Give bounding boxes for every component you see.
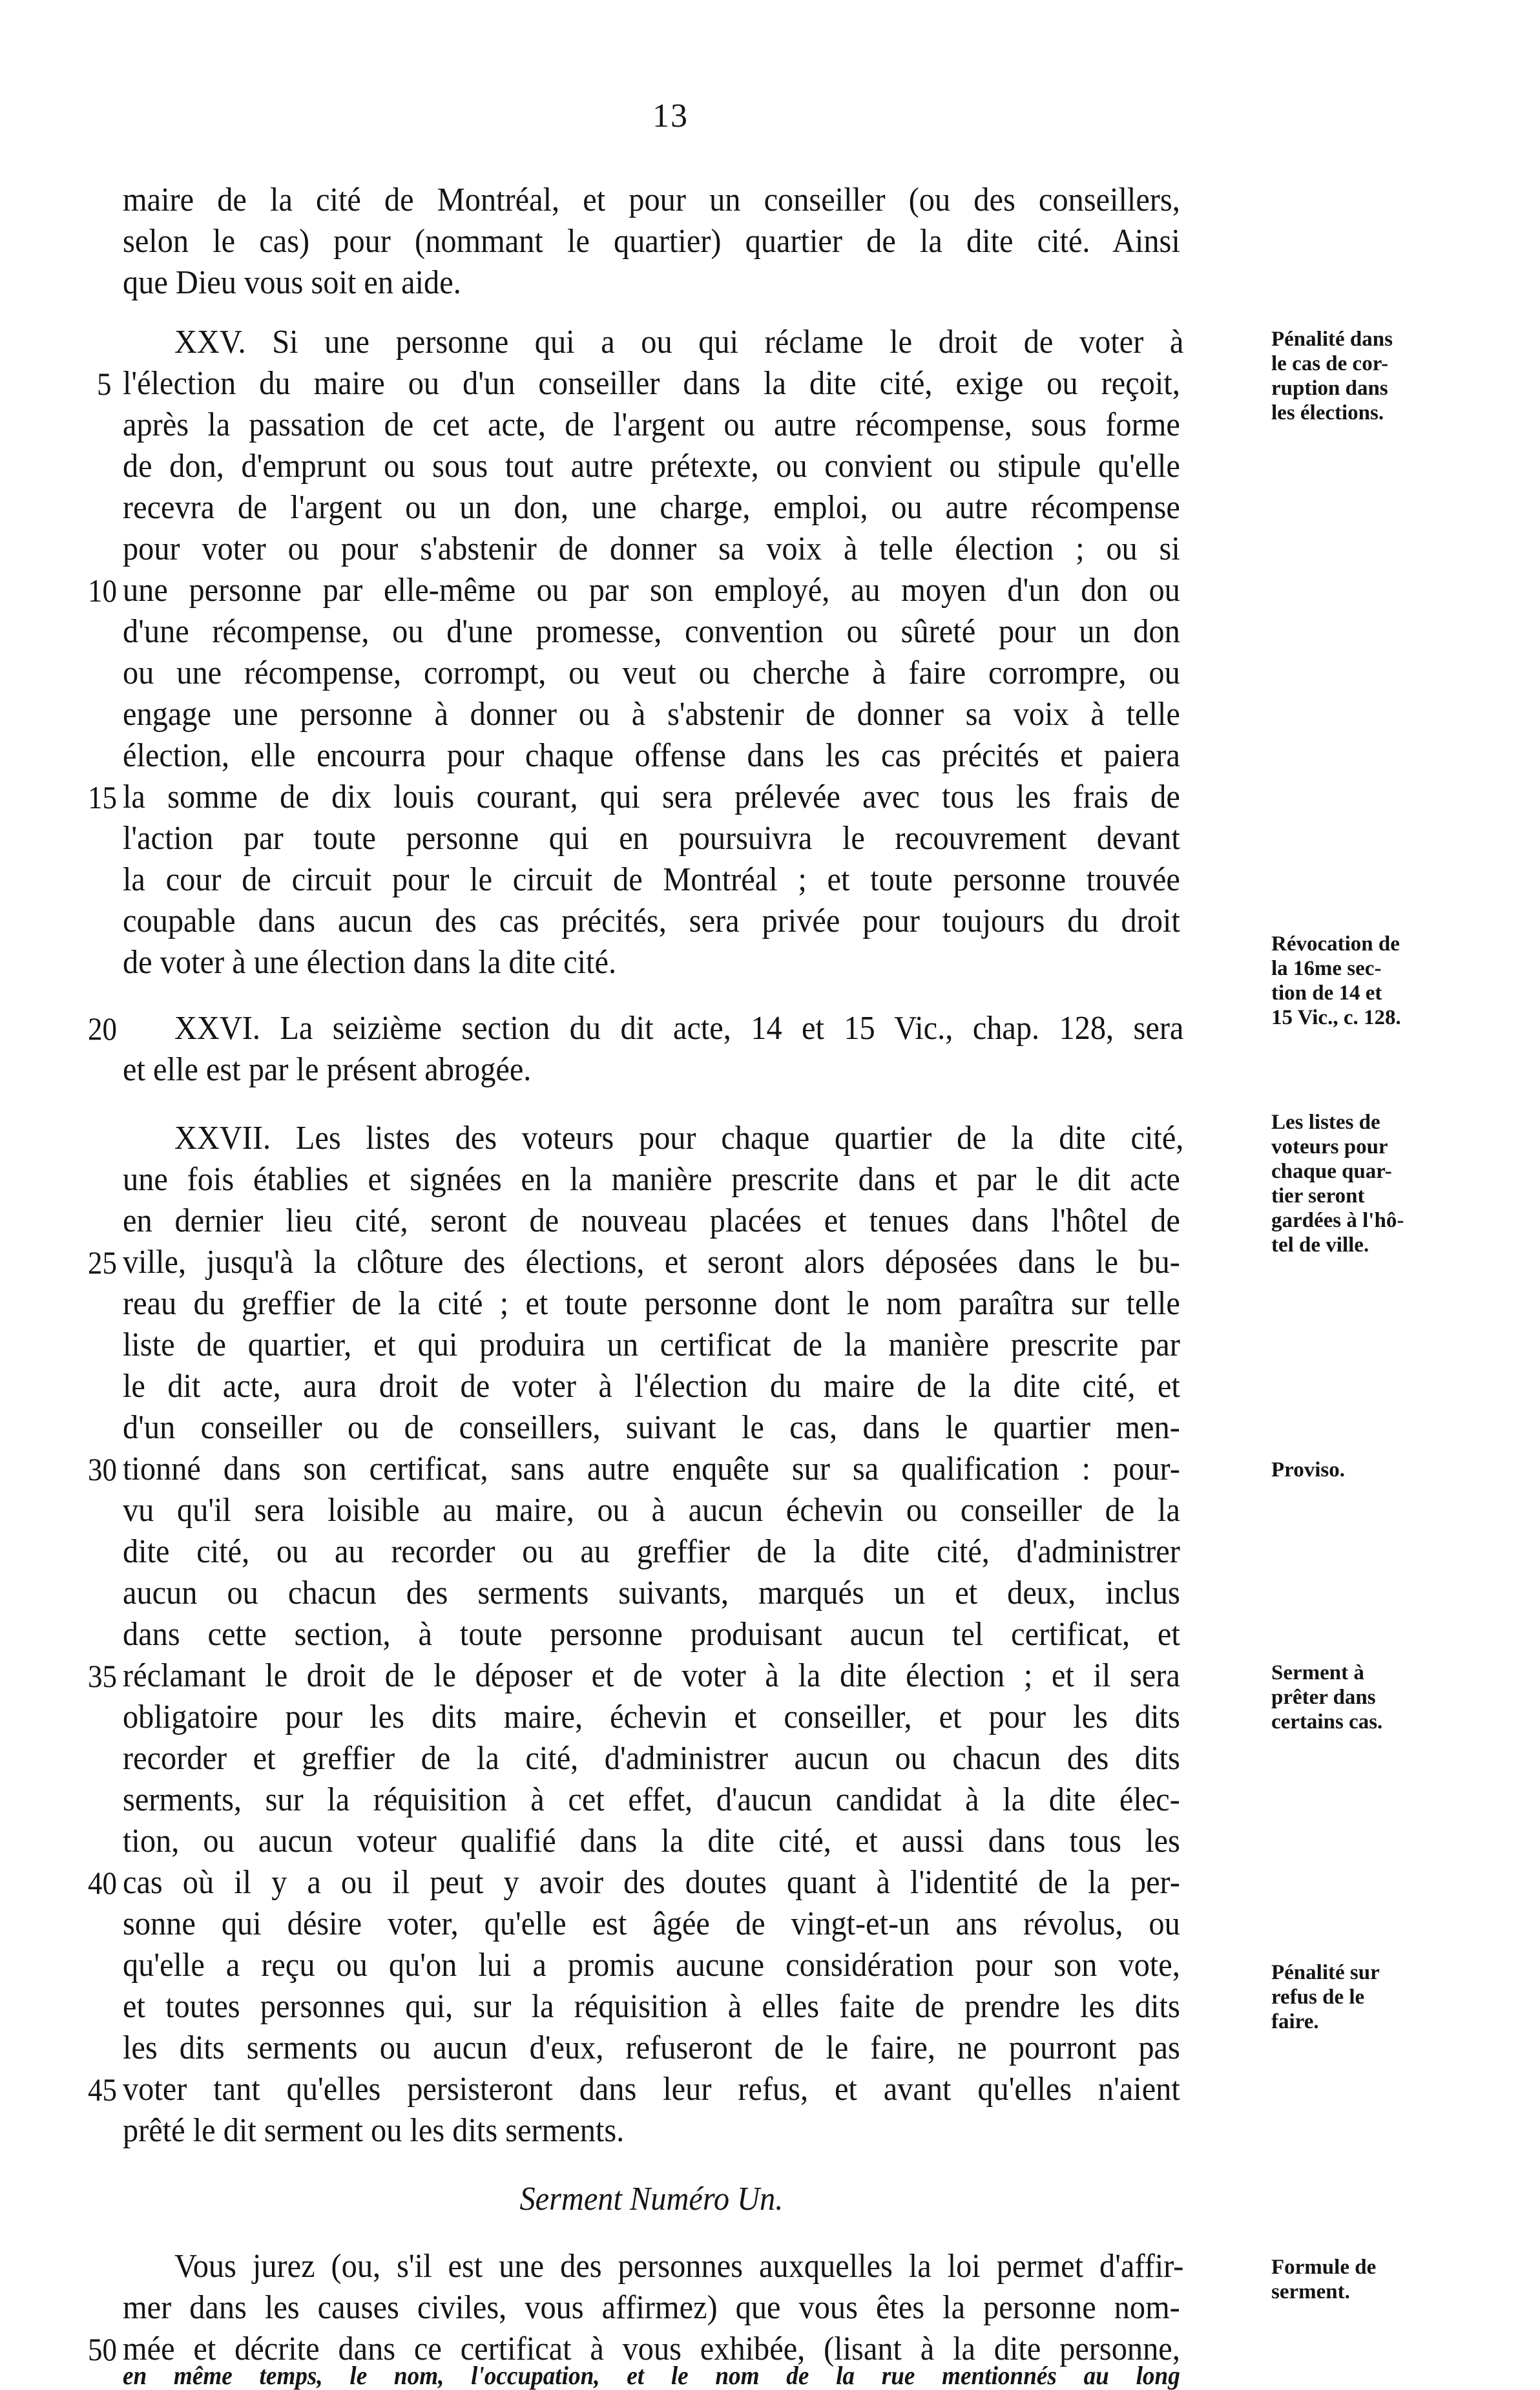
text-line: mer dans les causes civiles, vous affirmez) que vous êtes la personne nom- — [123, 2289, 1180, 2326]
text-line: de voter à une élection dans la dite cité. — [123, 944, 617, 981]
text-line: selon le cas) pour (nommant le quartier) quartier de la dite cité. Ainsi — [123, 223, 1180, 260]
text-line: en même temps, le nom, l'occupation, et le nom de la rue mentionnés au long — [123, 2361, 1180, 2390]
text-line: l'élection du maire ou d'un conseiller dans la dite cité, exige ou reçoit, — [123, 365, 1180, 402]
text-line: réclamant le droit de le déposer et de voter à la dite élection ; et il sera — [123, 1657, 1180, 1694]
margin-note: Les listes de voteurs pour chaque quar- tier seront gardées à l'hô- tel de ville. — [1271, 1111, 1404, 1257]
text-line: ville, jusqu'à la clôture des élections, et seront alors déposées dans le bu- — [123, 1244, 1180, 1281]
text-line: aucun ou chacun des serments suivants, marqués un et deux, inclus — [123, 1575, 1180, 1611]
page-number: 13 — [652, 98, 689, 134]
margin-note: Formule de serment. — [1271, 2256, 1377, 2303]
text-line: et elle est par le présent abrogée. — [123, 1051, 532, 1088]
text-line: d'une récompense, ou d'une promesse, convention ou sûreté pour un don — [123, 613, 1180, 650]
line-number: 30 — [88, 1451, 117, 1487]
text-line: tion, ou aucun voteur qualifié dans la dite cité, et aussi dans tous les — [123, 1823, 1180, 1860]
text-line: élection, elle encourra pour chaque offense dans les cas précités et paiera — [123, 737, 1180, 774]
text-line: liste de quartier, et qui produira un certificat de la manière prescrite par — [123, 1326, 1180, 1363]
text-line: une personne par elle-même ou par son employé, au moyen d'un don ou — [123, 572, 1180, 609]
line-number: 15 — [88, 779, 117, 815]
text-line: de don, d'emprunt ou sous tout autre prétexte, ou convient ou stipule qu'elle — [123, 448, 1180, 485]
text-line: engage une personne à donner ou à s'abstenir de donner sa voix à telle — [123, 696, 1180, 733]
line-number: 20 — [88, 1011, 117, 1047]
text-line: voter tant qu'elles persisteront dans leur refus, et avant qu'elles n'aient — [123, 2071, 1180, 2108]
text-line: et toutes personnes qui, sur la réquisition à elles faite de prendre les dits — [123, 1988, 1180, 2025]
text-line: tionné dans son certificat, sans autre enquête sur sa qualification : pour- — [123, 1451, 1180, 1487]
text-line: mée et décrite dans ce certificat à vous exhibée, (lisant à la dite personne, — [123, 2331, 1180, 2367]
text-line: la cour de circuit pour le circuit de Montréal ; et toute personne trouvée — [123, 861, 1180, 898]
oath-heading: Serment Numéro Un. — [519, 2181, 784, 2217]
section-heading-line: XXV. Si une personne qui a ou qui réclame le droit de voter à — [174, 324, 1184, 361]
text-line: d'un conseiller ou de conseillers, suivant le cas, dans le quartier men- — [123, 1409, 1180, 1446]
text-line: prêté le dit serment ou les dits serments. — [123, 2112, 625, 2149]
margin-note: Pénalité dans le cas de cor- ruption dans les élections. — [1271, 328, 1393, 425]
line-number: 50 — [88, 2331, 117, 2367]
line-number: 5 — [97, 366, 112, 402]
text-line: une fois établies et signées en la manière prescrite dans et par le dit acte — [123, 1161, 1180, 1198]
margin-note: Proviso. — [1271, 1458, 1345, 1482]
text-line: le dit acte, aura droit de voter à l'élection du maire de la dite cité, et — [123, 1368, 1180, 1405]
text-line: Vous jurez (ou, s'il est une des personnes auxquelles la loi permet d'affir- — [174, 2248, 1184, 2285]
text-line: cas où il y a ou il peut y avoir des doutes quant à l'identité de la per- — [123, 1864, 1180, 1901]
text-line: reau du greffier de la cité ; et toute personne dont le nom paraîtra sur telle — [123, 1285, 1180, 1322]
margin-note: Serment à prêter dans certains cas. — [1271, 1661, 1383, 1734]
margin-note: Pénalité sur refus de le faire. — [1271, 1961, 1380, 2033]
text-line: ou une récompense, corrompt, ou veut ou cherche à faire corrompre, ou — [123, 655, 1180, 691]
section-heading-line: XXVI. La seizième section du dit acte, 14 et 15 Vic., chap. 128, sera — [174, 1010, 1184, 1047]
text-line: l'action par toute personne qui en poursuivra le recouvrement devant — [123, 820, 1180, 857]
section-heading-line: XXVII. Les listes des voteurs pour chaque quartier de la dite cité, — [174, 1120, 1184, 1157]
text-line: après la passation de cet acte, de l'argent ou autre récompense, sous forme — [123, 406, 1180, 443]
line-number: 35 — [88, 1658, 117, 1694]
text-line: la somme de dix louis courant, qui sera prélevée avec tous les frais de — [123, 779, 1180, 815]
text-line: obligatoire pour les dits maire, échevin et conseiller, et pour les dits — [123, 1699, 1180, 1735]
text-line: les dits serments ou aucun d'eux, refuseront de le faire, ne pourront pas — [123, 2029, 1180, 2066]
line-number: 25 — [88, 1244, 117, 1281]
line-number: 40 — [88, 1865, 117, 1901]
line-number: 10 — [88, 572, 117, 609]
text-line: maire de la cité de Montréal, et pour un conseiller (ou des conseillers, — [123, 182, 1180, 218]
margin-note: Révocation de la 16me sec- tion de 14 et 15 Vic., c. 128. — [1271, 932, 1401, 1029]
text-line: sonne qui désire voter, qu'elle est âgée de vingt-et-un ans révolus, ou — [123, 1905, 1180, 1942]
text-line: pour voter ou pour s'abstenir de donner sa voix à telle élection ; ou si — [123, 530, 1180, 567]
text-line: coupable dans aucun des cas précités, sera privée pour toujours du droit — [123, 903, 1180, 939]
text-line: en dernier lieu cité, seront de nouveau placées et tenues dans l'hôtel de — [123, 1202, 1180, 1239]
text-line: que Dieu vous soit en aide. — [123, 264, 461, 301]
text-line: serments, sur la réquisition à cet effet, d'aucun candidat à la dite élec- — [123, 1781, 1180, 1818]
text-line: dans cette section, à toute personne produisant aucun tel certificat, et — [123, 1616, 1180, 1653]
text-line: dite cité, ou au recorder ou au greffier de la dite cité, d'administrer — [123, 1533, 1180, 1570]
text-line: recorder et greffier de la cité, d'administrer aucun ou chacun des dits — [123, 1740, 1180, 1777]
text-line: recevra de l'argent ou un don, une charge, emploi, ou autre récompense — [123, 489, 1180, 526]
text-line: vu qu'il sera loisible au maire, ou à aucun échevin ou conseiller de la — [123, 1492, 1180, 1529]
text-line: qu'elle a reçu ou qu'on lui a promis aucune considération pour son vote, — [123, 1947, 1180, 1984]
line-number: 45 — [88, 2071, 117, 2108]
